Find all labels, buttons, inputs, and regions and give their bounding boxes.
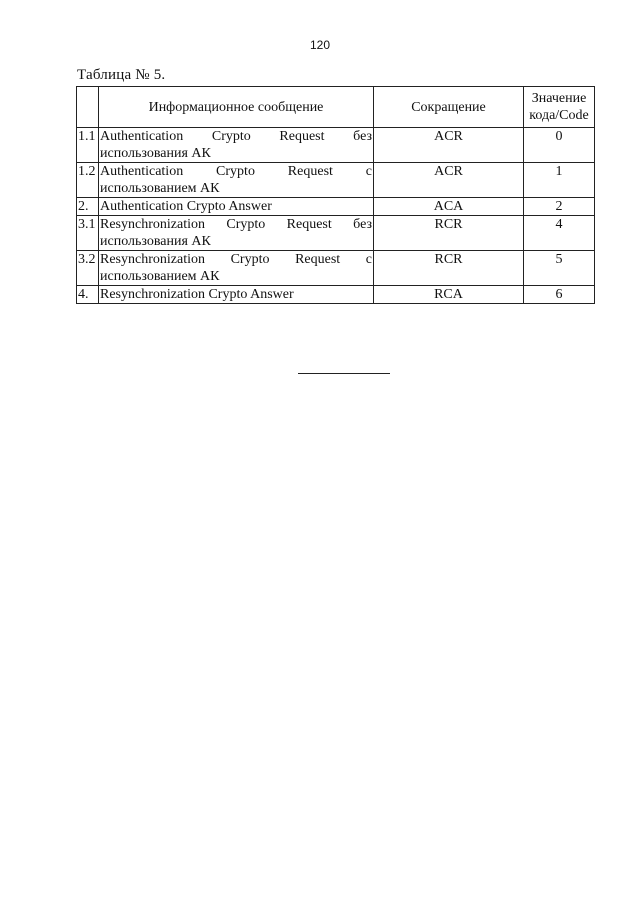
table-row xyxy=(77,198,595,216)
message-line: использования АК xyxy=(100,146,211,161)
row-abbreviation: RCA xyxy=(374,286,524,304)
table-row xyxy=(77,251,595,286)
message-table xyxy=(76,86,595,304)
message-line: Authentication Crypto Answer xyxy=(100,199,272,214)
page-number: 120 xyxy=(309,38,331,52)
row-abbreviation: RCR xyxy=(374,216,524,251)
row-abbreviation: ACA xyxy=(374,198,524,216)
row-message xyxy=(99,198,374,216)
row-number: 3.2 xyxy=(77,251,99,286)
header-value-line1: Значение xyxy=(531,91,587,106)
message-line: Resynchronization Crypto Request с xyxy=(100,252,372,267)
row-number: 2. xyxy=(77,198,99,216)
row-code-value: 0 xyxy=(524,128,595,163)
row-abbreviation: ACR xyxy=(374,128,524,163)
table-row xyxy=(77,128,595,163)
message-line: Authentication Crypto Request без xyxy=(100,129,372,144)
table-row xyxy=(77,286,595,304)
header-message: Информационное сообщение xyxy=(99,87,374,128)
row-abbreviation: RCR xyxy=(374,251,524,286)
row-code-value: 2 xyxy=(524,198,595,216)
row-code-value: 4 xyxy=(524,216,595,251)
header-num xyxy=(77,87,99,128)
row-message xyxy=(99,163,374,198)
message-line: Resynchronization Crypto Request без xyxy=(100,217,372,232)
header-value-line2: кода/Code xyxy=(529,108,589,123)
row-code-value: 6 xyxy=(524,286,595,304)
table-header-row xyxy=(77,87,595,128)
row-number: 1.1 xyxy=(77,128,99,163)
row-number: 3.1 xyxy=(77,216,99,251)
row-number: 4. xyxy=(77,286,99,304)
row-message xyxy=(99,286,374,304)
end-divider-line xyxy=(298,373,390,374)
row-code-value: 1 xyxy=(524,163,595,198)
message-line: использованием АК xyxy=(100,269,220,284)
table-row xyxy=(77,216,595,251)
header-code-value xyxy=(524,87,595,128)
row-message xyxy=(99,216,374,251)
row-message xyxy=(99,128,374,163)
row-number: 1.2 xyxy=(77,163,99,198)
message-line: Resynchronization Crypto Answer xyxy=(100,287,294,302)
row-abbreviation: ACR xyxy=(374,163,524,198)
message-line: использованием АК xyxy=(100,181,220,196)
table-row xyxy=(77,163,595,198)
row-message xyxy=(99,251,374,286)
message-line: Authentication Crypto Request с xyxy=(100,164,372,179)
row-code-value: 5 xyxy=(524,251,595,286)
header-abbreviation: Сокращение xyxy=(374,87,524,128)
table-caption: Таблица № 5. xyxy=(77,67,166,83)
message-line: использования АК xyxy=(100,234,211,249)
